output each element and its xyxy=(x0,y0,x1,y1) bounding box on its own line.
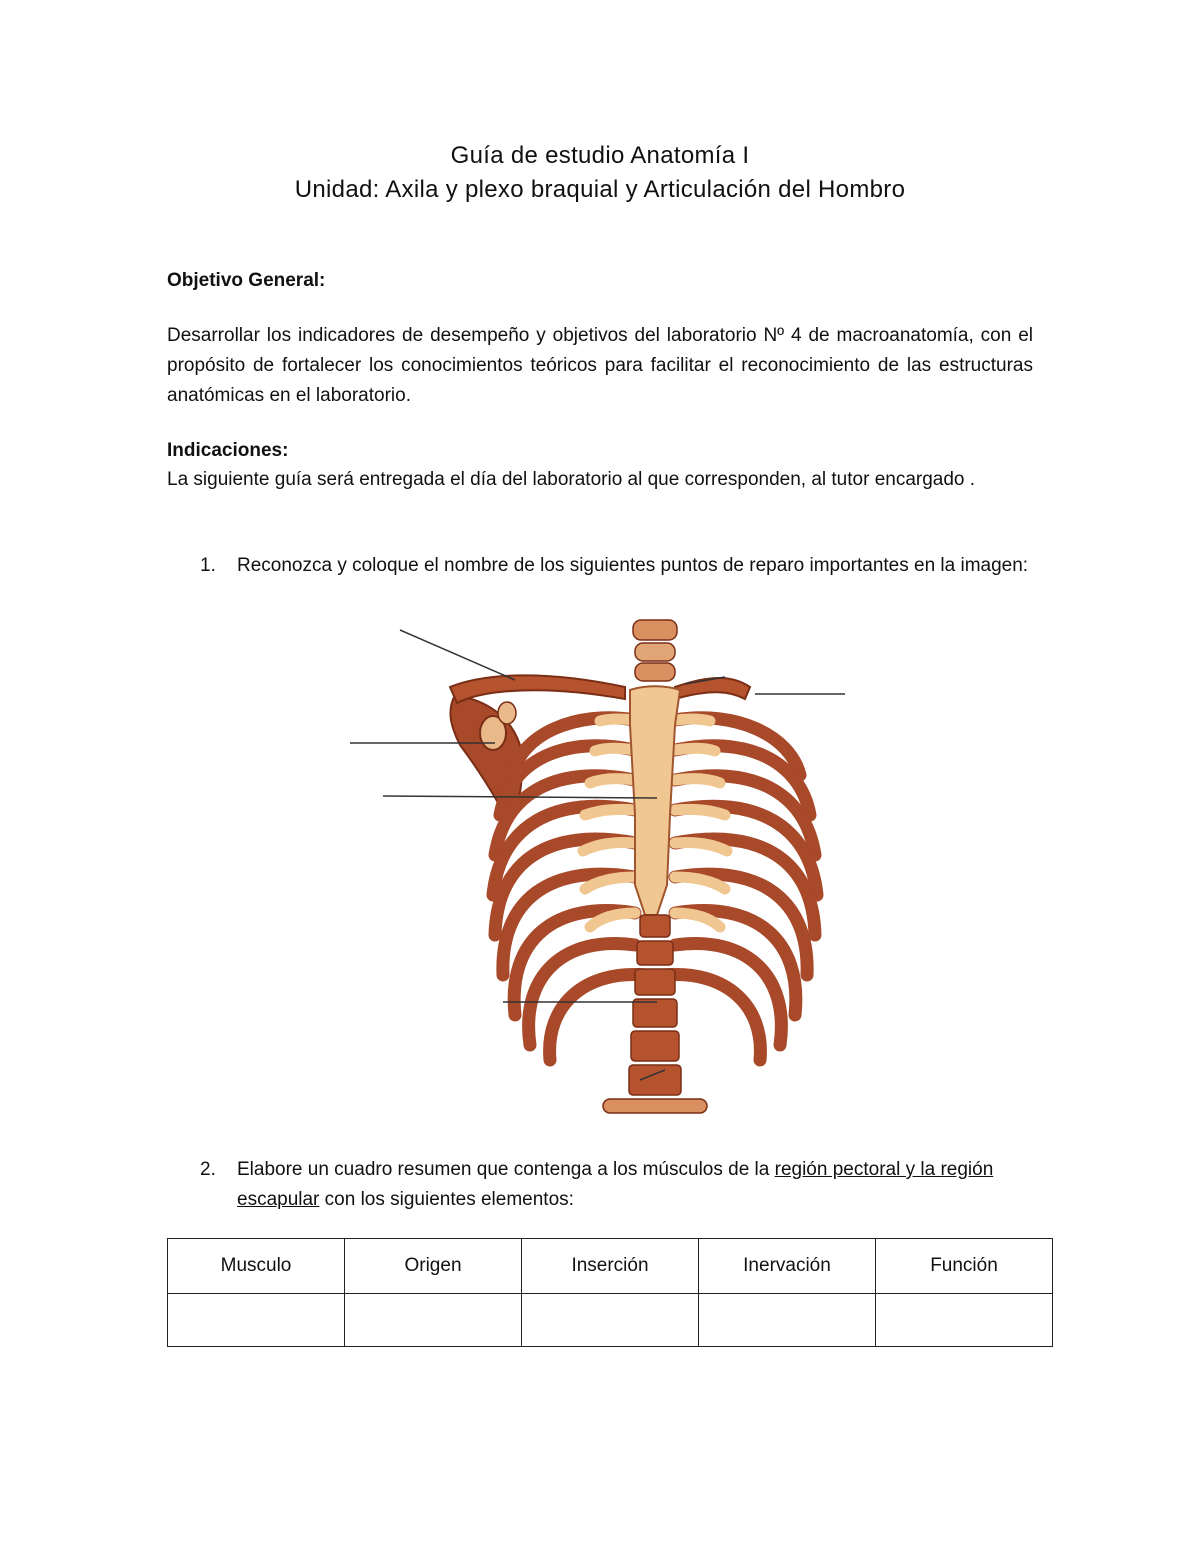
rib-cage-icon xyxy=(345,615,850,1130)
column-header: Inervación xyxy=(699,1239,876,1294)
page-title: Guía de estudio Anatomía I xyxy=(450,142,750,169)
summary-table xyxy=(167,1238,1053,1347)
question-text-part: Elabore un cuadro resumen que contenga a los músculos de la xyxy=(237,1159,775,1180)
column-header: Inserción xyxy=(522,1239,699,1294)
instructions-heading: Indicaciones: xyxy=(167,440,289,461)
question-number: 2. xyxy=(200,1159,216,1180)
question-text-part: con los siguientes elementos: xyxy=(319,1189,574,1210)
objective-heading: Objetivo General: xyxy=(167,270,326,291)
table-cell[interactable] xyxy=(699,1294,876,1347)
column-header: Musculo xyxy=(168,1239,345,1294)
table-cell[interactable] xyxy=(345,1294,522,1347)
instructions-text: La siguiente guía será entregada el día del laboratorio al que corresponden, al tutor encargado . xyxy=(167,469,976,490)
underlined-regions: región pectoral y la región escapular xyxy=(237,1159,994,1210)
table-cell[interactable] xyxy=(876,1294,1053,1347)
table-cell[interactable] xyxy=(522,1294,699,1347)
objective-text: Desarrollar los indicadores de desempeño y objetivos del laboratorio Nº 4 de macroanatomía, con el propósito de fortalecer los conocimientos teóricos para facilitar el reconocimiento de las estructuras anatómicas en el laboratorio. xyxy=(167,325,1033,406)
page-subtitle: Unidad: Axila y plexo braquial y Articulación del Hombro xyxy=(294,176,906,203)
left-clavicle-shape xyxy=(450,675,625,703)
column-header: Función xyxy=(876,1239,1053,1294)
column-header: Origen xyxy=(345,1239,522,1294)
table-cell[interactable] xyxy=(168,1294,345,1347)
right-clavicle-shape xyxy=(675,678,750,699)
question-text: Reconozca y coloque el nombre de los siguientes puntos de reparo importantes en la imagen: xyxy=(237,555,1029,576)
question-number: 1. xyxy=(200,555,216,576)
table-row xyxy=(168,1294,1053,1347)
table-header-row xyxy=(168,1239,1053,1294)
cervical-spine xyxy=(633,620,677,681)
question-text xyxy=(237,1155,1033,1215)
